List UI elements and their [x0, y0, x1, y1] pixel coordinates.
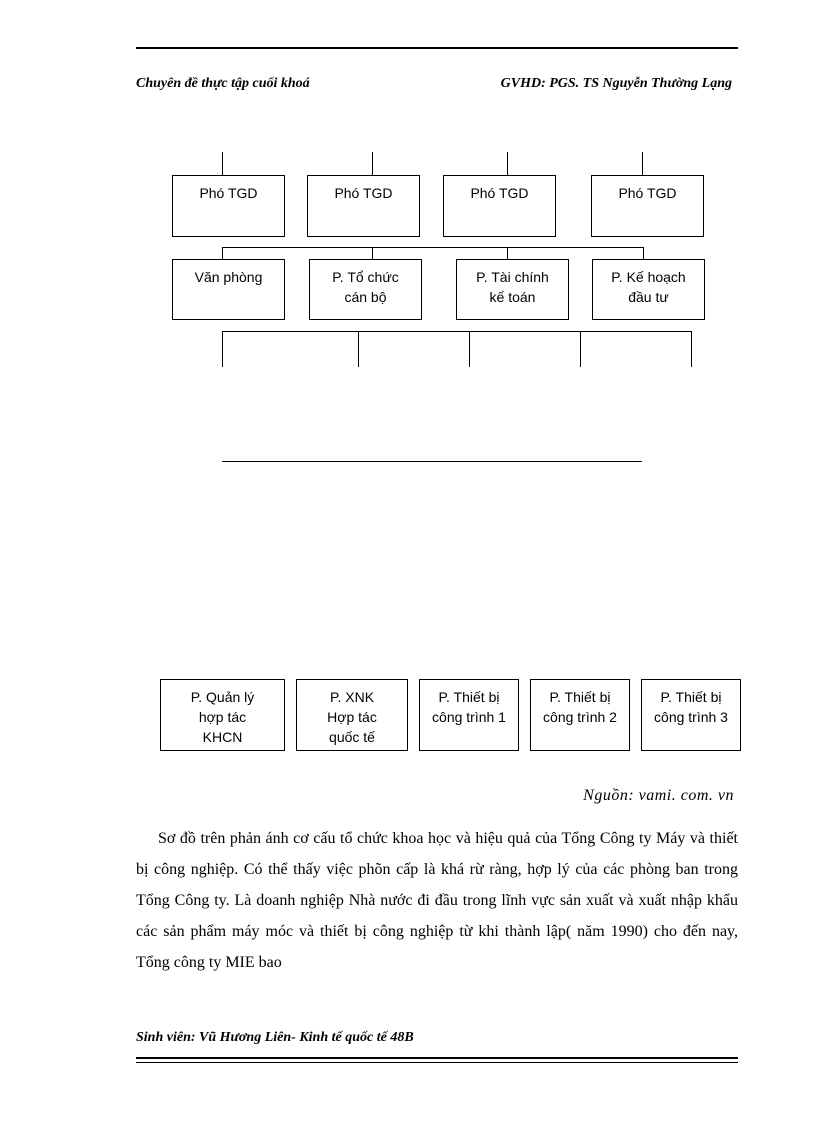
- deputy-box: Phó TGD: [591, 175, 704, 237]
- header-right: GVHD: PGS. TS Nguyễn Thường Lạng: [500, 76, 732, 91]
- connector-line: [358, 331, 359, 367]
- deputy-box: Phó TGD: [307, 175, 420, 237]
- connector-line: [580, 331, 581, 367]
- connector-line: [642, 152, 643, 175]
- body-paragraph: Sơ đồ trên phản ánh cơ cấu tổ chức khoa học và hiệu quả của Tổng Công ty Máy và thiết bị công nghiệp. Có thể thấy việc phõn cấp là khá rừ ràng, hợp lý của các phòng ban trong Tổng Công ty. Là doanh nghiệp Nhà nước đi đầu trong lĩnh vực sản xuất và xuất nhập khẩu các sản phẩm máy móc và thiết bị công nghiệp từ khi thành lập( năm 1990) cho đến nay, Tổng công ty MIE bao: [136, 830, 738, 971]
- header-rule: [136, 47, 738, 49]
- unit-box: P. Quản lý hợp tác KHCN: [160, 679, 285, 751]
- connector-line: [222, 247, 644, 248]
- deputy-box: Phó TGD: [443, 175, 556, 237]
- connector-line: [222, 331, 223, 367]
- header-left: Chuyên đề thực tập cuối khoá: [136, 76, 310, 91]
- unit-box: P. Thiết bị công trình 3: [641, 679, 741, 751]
- connector-line: [469, 331, 470, 367]
- footer-rule: [136, 1062, 738, 1063]
- connector-line: [691, 331, 692, 367]
- unit-box: P. XNK Hợp tác quốc tế: [296, 679, 408, 751]
- connector-line: [222, 152, 223, 175]
- connector-line: [222, 331, 692, 332]
- deputy-box: Phó TGD: [172, 175, 285, 237]
- department-box: P. Tổ chức cán bộ: [309, 259, 422, 320]
- department-box: Văn phòng: [172, 259, 285, 320]
- connector-line: [507, 247, 508, 259]
- unit-box: P. Thiết bị công trình 1: [419, 679, 519, 751]
- footer-text: Sinh viên: Vũ Hương Liên- Kinh tế quốc tế 48B: [136, 1030, 414, 1045]
- connector-line: [643, 247, 644, 259]
- source-note: Nguồn: vami. com. vn: [583, 787, 734, 804]
- connector-line: [372, 247, 373, 259]
- connector-line: [372, 152, 373, 175]
- connector-line: [507, 152, 508, 175]
- department-box: P. Tài chính kế toán: [456, 259, 569, 320]
- footer-rule: [136, 1057, 738, 1059]
- unit-box: P. Thiết bị công trình 2: [530, 679, 630, 751]
- department-box: P. Kế hoạch đầu tư: [592, 259, 705, 320]
- connector-line: [222, 461, 642, 462]
- connector-line: [222, 247, 223, 259]
